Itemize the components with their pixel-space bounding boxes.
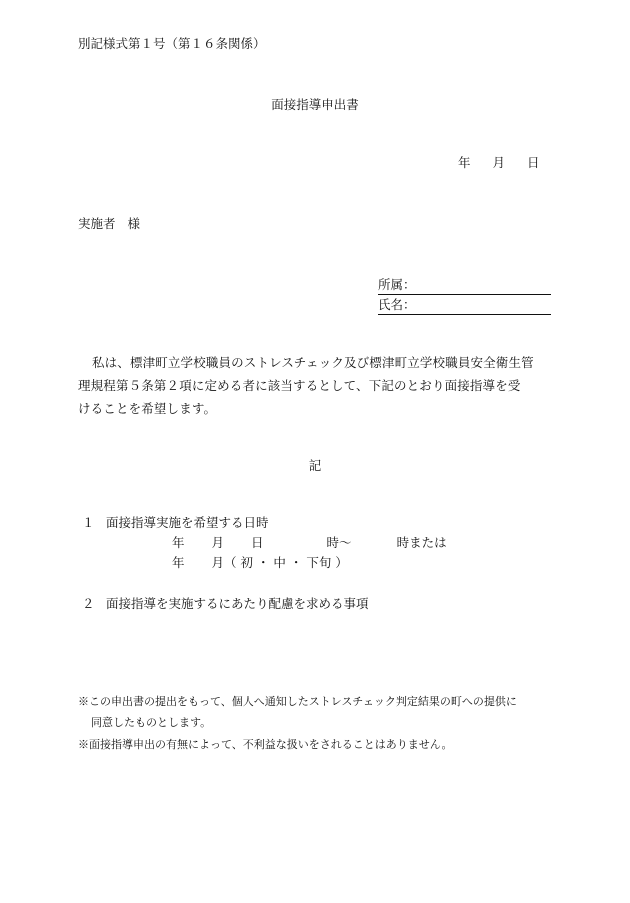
item-2-label: 面接指導を実施するにあたり配慮を求める事項 [106,596,369,611]
row1-day: 日 [251,535,264,550]
date-year-label: 年 [458,155,471,170]
date-day-label: 日 [527,155,540,170]
item-1-heading [82,513,269,531]
request-statement [78,351,553,420]
note-consent-line-2: 同意したものとします。 [91,716,212,729]
item-2-heading [82,594,369,612]
recipient-honorific: 様 [127,216,141,231]
name-label: 氏名： [378,297,416,312]
statement-line-1: 私は、標津町立学校職員のストレスチェック及び標津町立学校職員安全衛生管 [92,355,534,370]
note-no-disadvantage: ※面接指導申出の有無によって、不利益な扱いをされることはありません。 [78,738,453,751]
document-title: 面接指導申出書 [271,97,359,112]
preferred-period-row[interactable] [172,553,348,571]
date-month-label: 月 [492,155,506,170]
row1-hour-from: 時～ [326,535,352,550]
date-line [458,153,540,171]
row1-month: 月 [211,535,225,550]
item-1-number: １ [82,515,95,530]
name-field[interactable] [378,295,551,315]
statement-line-2: 理規程第５条第２項に定める者に該当するとして、下記のとおり面接指導を受 [78,378,521,393]
preferred-datetime-row[interactable] [172,533,447,551]
row2-year: 年 [172,555,185,570]
item-1-label: 面接指導実施を希望する日時 [106,515,269,530]
note-consent-line-1: ※この申出書の提出をもって、個人へ通知したストレスチェック判定結果の町への提供に [78,695,517,708]
recipient-role: 実施者 [78,216,116,231]
recipient [78,214,140,232]
statement-line-3: けることを希望します。 [78,401,217,416]
row1-hour-to: 時または [396,535,447,550]
item-2-number: ２ [82,596,95,611]
affiliation-label: 所属： [378,277,416,292]
affiliation-field[interactable] [378,275,551,295]
row1-year: 年 [172,535,185,550]
ki-heading: 記 [308,458,322,473]
row2-month-period: 月（ 初 ・ 中 ・ 下旬 ） [211,555,348,570]
form-number: 別記様式第１号（第１６条関係） [78,36,266,51]
